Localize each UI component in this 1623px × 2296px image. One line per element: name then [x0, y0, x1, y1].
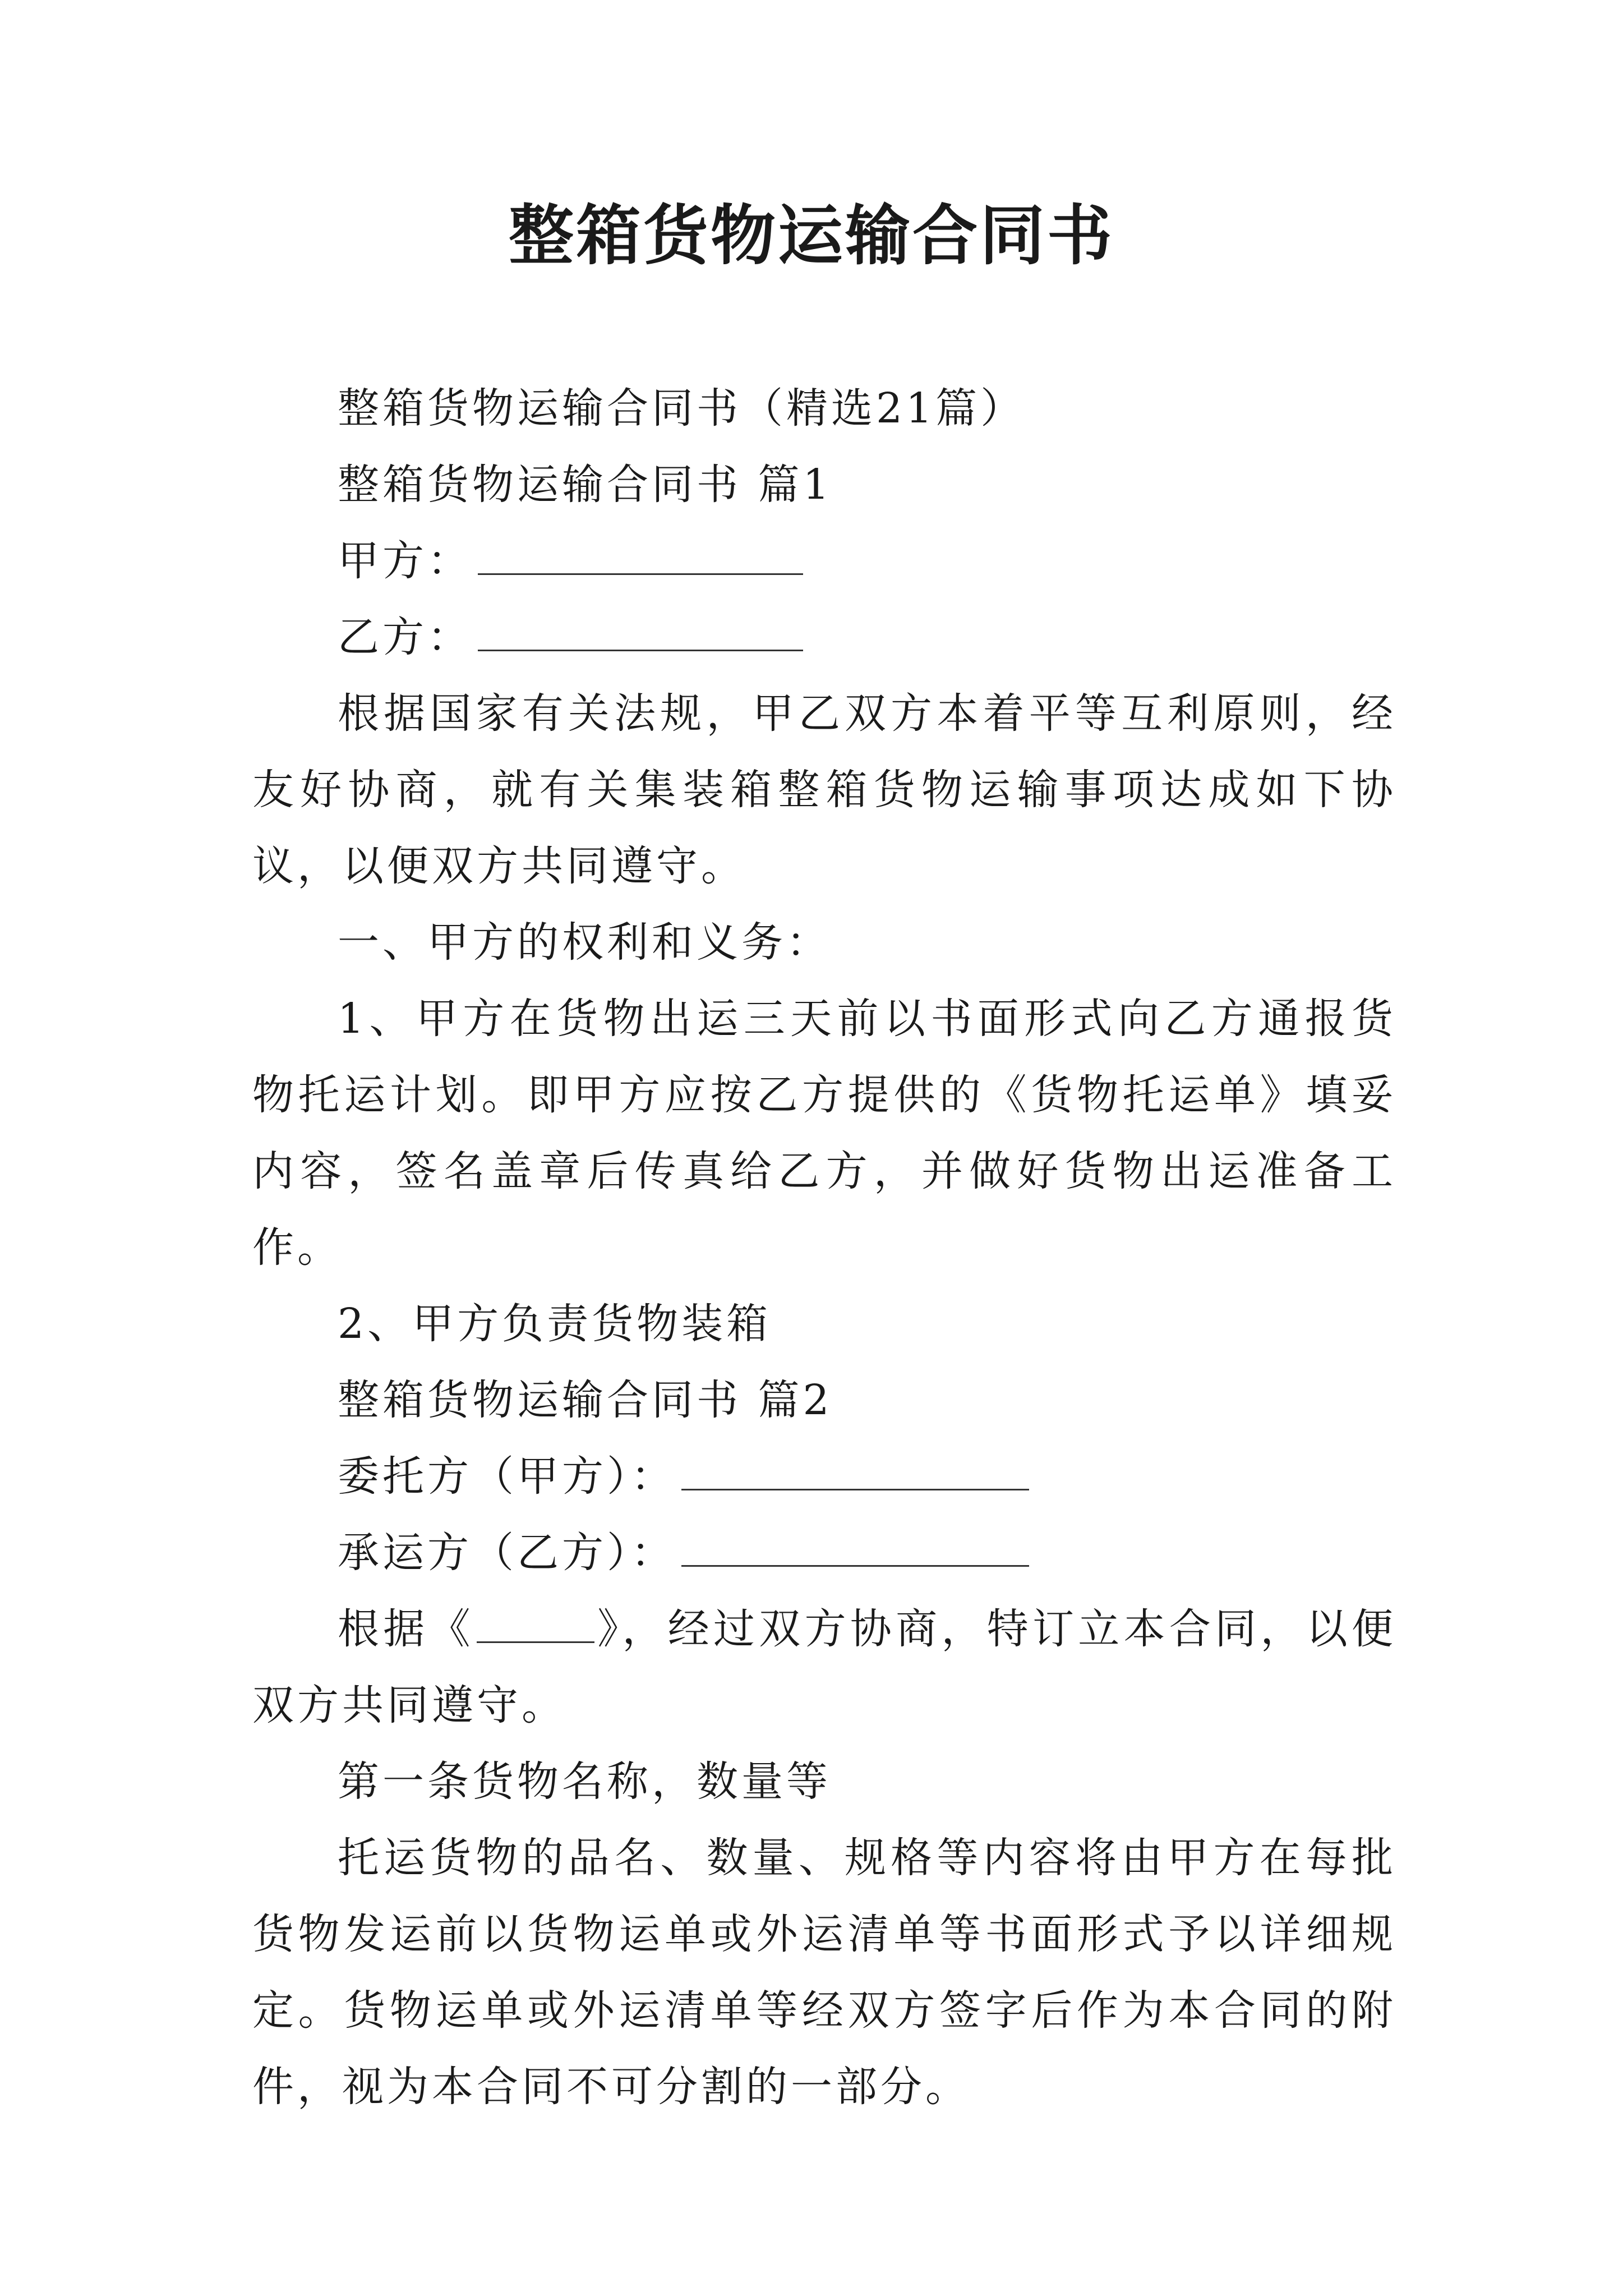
carrier-label: 承运方（乙方）： [338, 1529, 676, 1577]
section1-heading: 一、甲方的权利和义务： [338, 918, 831, 967]
document-body [252, 370, 1396, 2125]
basis-suffix: 》，经过双方协商，特订立本合同，以便双方共同遵守。 [252, 1605, 1396, 1729]
carrier-line [252, 1515, 1396, 1591]
part1-heading: 整箱货物运输合同书 篇1 [338, 461, 833, 509]
party-a-label: 甲方： [338, 537, 472, 585]
subtitle: 整箱货物运输合同书（精选21篇） [338, 384, 1026, 432]
client-blank [681, 1483, 1029, 1490]
carrier-blank [681, 1559, 1029, 1567]
article1-paragraph: 托运货物的品名、数量、规格等内容将由甲方在每批货物发运前以货物运单或外运清单等书面形式予以详细规定。货物运单或外运清单等经双方签字后作为本合同的附件，视为本合同不可分割的一部分。 [252, 1834, 1396, 2111]
basis-prefix: 根据《 [338, 1605, 474, 1653]
party-a-blank [478, 568, 803, 575]
client-label: 委托方（甲方）： [338, 1452, 676, 1501]
part2-heading: 整箱货物运输合同书 篇2 [338, 1376, 833, 1424]
client-line [252, 1438, 1396, 1515]
basis-blank [477, 1636, 594, 1643]
party-b-blank [478, 644, 803, 651]
article1-heading: 第一条货物名称，数量等 [338, 1757, 831, 1806]
item1-paragraph: 1、甲方在货物出运三天前以书面形式向乙方通报货物托运计划。即甲方应按乙方提供的《货物托运单》填妥内容，签名盖章后传真给乙方，并做好货物出运准备工作。 [252, 995, 1396, 1272]
document-title: 整箱货物运输合同书 [509, 197, 1114, 274]
intro-paragraph: 根据国家有关法规，甲乙双方本着平等互利原则，经友好协商，就有关集装箱整箱货物运输事项达成如下协议，以便双方共同遵守。 [252, 689, 1396, 890]
party-a-line [252, 523, 1396, 599]
party-b-label: 乙方： [338, 613, 472, 661]
item2-paragraph: 2、甲方负责货物装箱 [338, 1300, 772, 1348]
basis-paragraph [252, 1591, 1396, 1743]
party-b-line [252, 599, 1396, 675]
